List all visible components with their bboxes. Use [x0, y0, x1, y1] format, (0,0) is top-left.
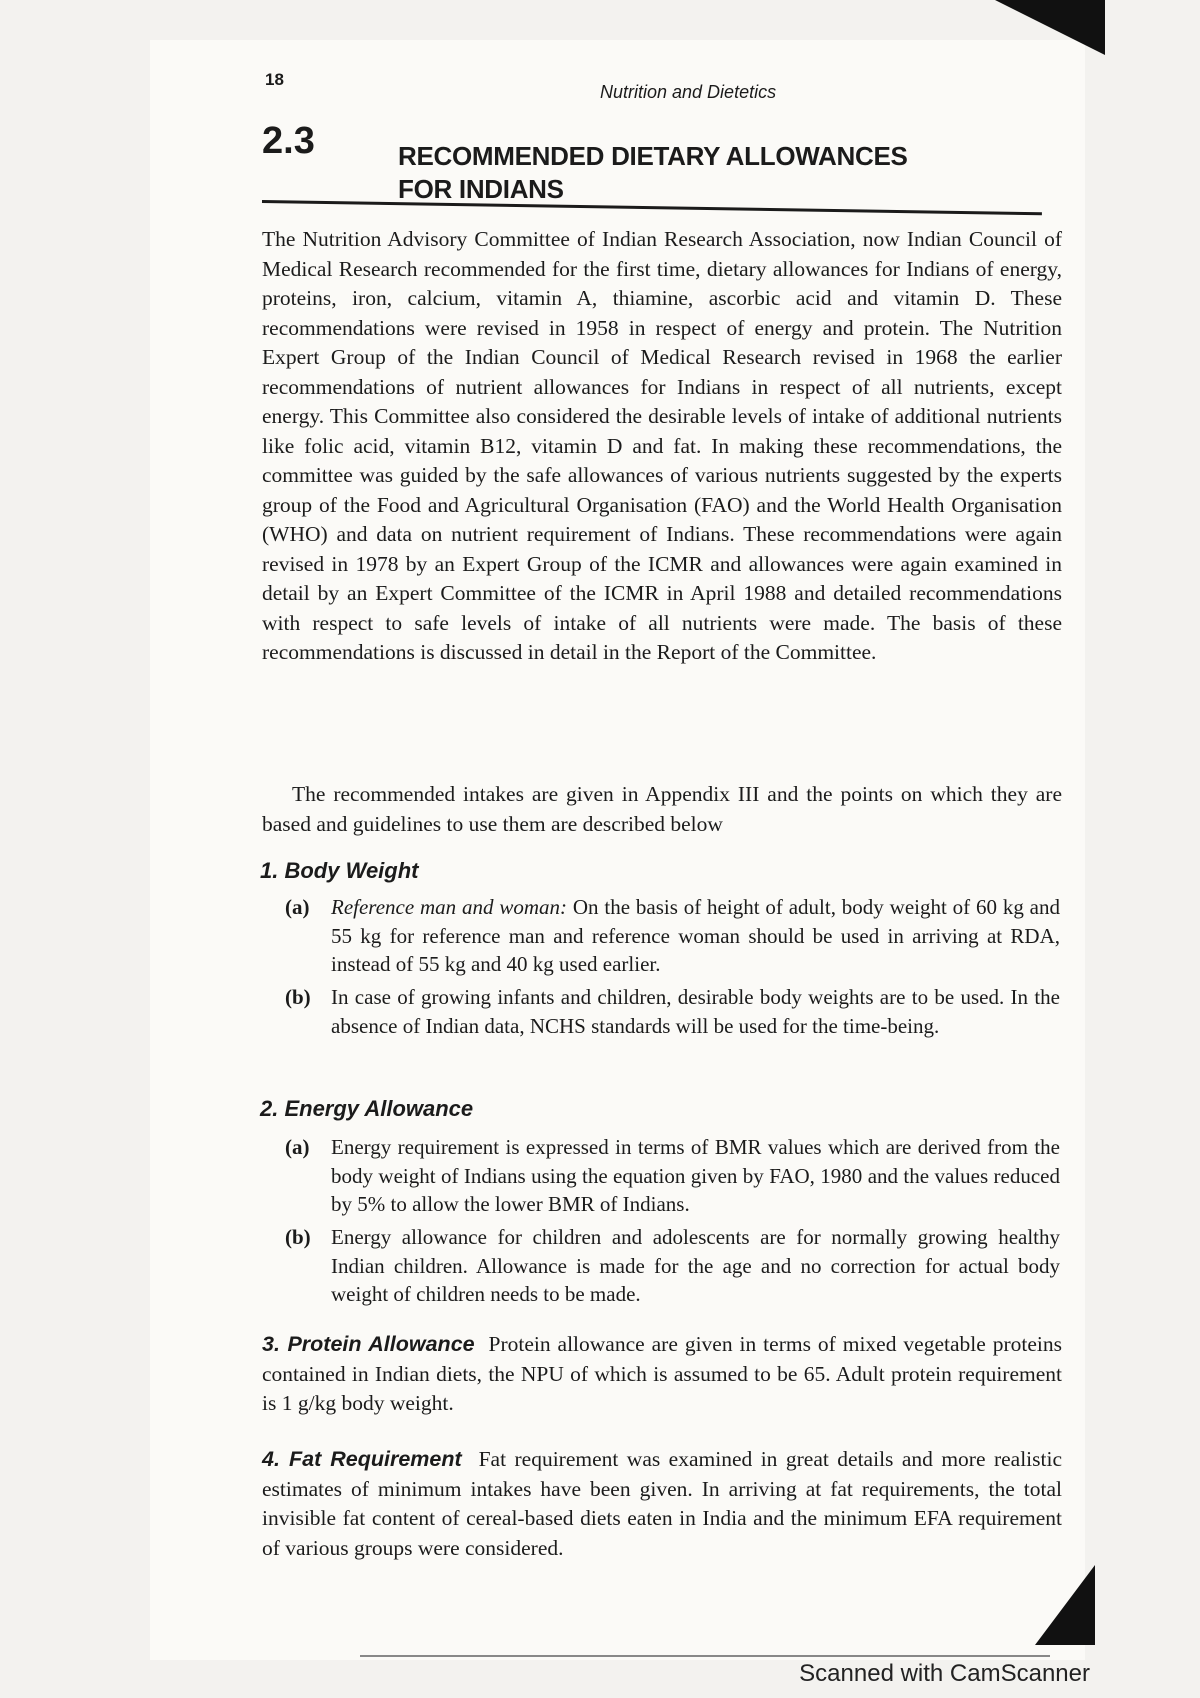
section-number: 2.3	[262, 120, 315, 162]
body-weight-a-text: On the basis of height of adult, body weight of 60 kg and 55 kg for reference man and reference woman should be used in arriving at RDA, instead of 55 kg and 40 kg used earlier.	[331, 895, 1060, 976]
section-title-line-1: RECOMMENDED DIETARY ALLOWANCES	[398, 141, 908, 171]
protein-text: Protein allowance are given in terms of mixed vegetable proteins contained in Indian diets, the NPU of which is assumed to be 65. Adult protein requirement is 1 g/kg body weight.	[262, 1332, 1062, 1415]
list-text	[285, 893, 1060, 979]
body-weight-item-a	[285, 893, 1060, 979]
scan-shadow-top	[995, 0, 1105, 55]
list-marker: (a)	[285, 1135, 310, 1159]
page-bottom-edge	[360, 1655, 1050, 1657]
running-head: Nutrition and Dietetics	[600, 82, 777, 102]
body-weight-item-b	[285, 983, 1060, 1040]
energy-heading: 2. Energy Allowance	[260, 1096, 474, 1121]
list-marker: (a)	[285, 895, 310, 919]
energy-b-text: Energy allowance for children and adolescents are for normally growing healthy Indian children. Allowance is made for the age and no correction for actual body weight of children needs to be made.	[331, 1225, 1060, 1306]
protein-heading: 3. Protein Allowance	[262, 1332, 475, 1356]
fat-paragraph	[262, 1445, 1062, 1563]
energy-a-text: Energy requirement is expressed in terms of BMR values which are derived from the body weight of Indians using the equation given by FAO, 1980 and the values reduced by 5% to allow the lower BMR of Indians.	[331, 1135, 1060, 1216]
energy-item-b	[285, 1223, 1060, 1309]
protein-paragraph	[262, 1330, 1062, 1419]
body-weight-b-text: In case of growing infants and children, desirable body weights are to be used. In the absence of Indian data, NCHS standards will be used for the time-being.	[331, 985, 1060, 1038]
lead-paragraph: The recommended intakes are given in Appendix III and the points on which they are based and guidelines to use them are described below	[262, 782, 1062, 836]
list-marker: (b)	[285, 985, 311, 1009]
camscanner-watermark: Scanned with CamScanner	[799, 1660, 1090, 1687]
section-title-line-2: FOR INDIANS	[398, 174, 564, 204]
fat-text: Fat requirement was examined in great details and more realistic estimates of minimum intakes have been given. In arriving at fat requirements, the total invisible fat content of cereal-based diets eaten in India and the minimum EFA requirement of various groups were considered.	[262, 1447, 1063, 1560]
fat-heading: 4. Fat Requirement	[262, 1447, 462, 1471]
scan-shadow-bottom	[1035, 1565, 1095, 1645]
page-number: 18	[265, 70, 284, 89]
list-marker: (b)	[285, 1225, 311, 1249]
section-title	[398, 140, 958, 206]
energy-item-a	[285, 1133, 1060, 1219]
intro-paragraph: The Nutrition Advisory Committee of Indian Research Association, now Indian Council of Medical Research recommended for the first time, dietary allowances for Indians of energy, proteins, iron, calcium, vitamin A, thiamine, ascorbic acid and vitamin D. These recommendations were revised in 1958 in respect of energy and protein. The Nutrition Expert Group of the Indian Council of Medical Research revised in 1968 the earlier recommendations of nutrient allowances for Indians in respect of all nutrients, except energy. This Committee also considered the desirable levels of intake of additional nutrients like folic acid, vitamin B12, vitamin D and fat. In making these recommendations, the committee was guided by the safe allowances of various nutrients suggested by the experts group of the Food and Agricultural Organisation (FAO) and the World Health Organisation (WHO) and data on nutrient requirement of Indians. These recommendations were again revised in 1978 by an Expert Group of the ICMR and allowances were again examined in detail by an Expert Committee of the ICMR in April 1988 and detailed recommendations with respect to safe levels of intake of all nutrients were made. The basis of these recommendations is discussed in detail in the Report of the Committee.	[262, 227, 1062, 664]
reference-label: Reference man and woman:	[331, 895, 568, 919]
body-weight-heading: 1. Body Weight	[260, 858, 419, 883]
